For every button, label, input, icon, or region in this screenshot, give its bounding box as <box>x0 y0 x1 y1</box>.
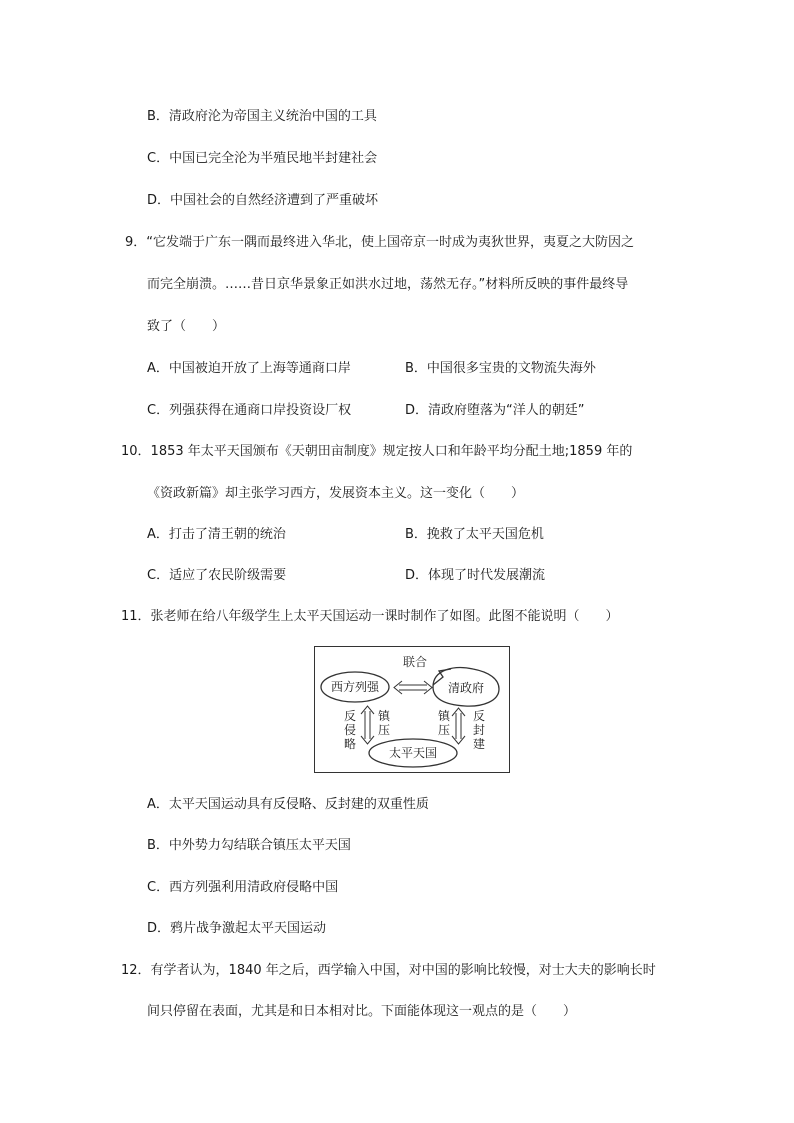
q9-stem-line1: 9．“它发端于广东一隅而最终进入华北，使上国帝京一时成为夷狄世界，夷夏之大防因之 <box>125 235 635 250</box>
q11-option-a: A．太平天国运动具有反侵略、反封建的双重性质 <box>147 797 429 812</box>
q11-option-c: C．西方列强利用清政府侵略中国 <box>147 880 339 895</box>
q10-option-d: D．体现了时代发展潮流 <box>405 568 546 583</box>
q10-stem-line2: 《资政新篇》却主张学习西方，发展资本主义。这一变化（ ） <box>147 486 525 501</box>
q8-option-c: C．中国已完全沦为半殖民地半封建社会 <box>147 151 378 166</box>
q10-option-c: C．适应了农民阶级需要 <box>147 568 287 583</box>
q10-options-row2 <box>147 567 546 585</box>
label-taiping: 太平天国 <box>389 746 438 760</box>
unite-double-arrow <box>394 681 432 694</box>
q9-stem-line3: 致了（ ） <box>147 319 226 334</box>
label-suppress-right: 镇压 <box>437 709 450 737</box>
relationship-diagram <box>314 646 510 773</box>
q9-options-row1 <box>147 360 596 378</box>
q9-option-c: C．列强获得在通商口岸投资设厂权 <box>147 403 352 418</box>
q9-option-b: B．中国很多宝贵的文物流失海外 <box>405 361 596 376</box>
q10-option-a: A．打击了清王朝的统治 <box>147 527 286 542</box>
q8-option-d: D．中国社会的自然经济遭到了严重破坏 <box>147 193 379 208</box>
label-suppress-left: 镇压 <box>377 709 390 737</box>
label-anti-feudal: 反封建 <box>472 709 485 751</box>
q11-stem: 11．张老师在给八年级学生上太平天国运动一课时制作了如图。此图不能说明（ ） <box>121 609 619 624</box>
q10-stem-line1: 10．1853 年太平天国颁布《天朝田亩制度》规定按人口和年龄平均分配土地;1859 年的 <box>121 444 633 459</box>
q10-options-row1 <box>147 526 544 544</box>
q8-option-b: B．清政府沦为帝国主义统治中国的工具 <box>147 109 377 124</box>
label-qing-government: 清政府 <box>448 681 485 695</box>
left-double-arrow <box>361 706 374 744</box>
q10-option-b: B．挽救了太平天国危机 <box>405 527 544 542</box>
label-west-powers: 西方列强 <box>331 680 380 694</box>
q9-option-a: A．中国被迫开放了上海等通商口岸 <box>147 361 351 376</box>
right-double-arrow <box>452 708 465 744</box>
q11-option-d: D．鸦片战争激起太平天国运动 <box>147 921 327 936</box>
q9-stem-line2: 而完全崩溃。……昔日京华景象正如洪水过地，荡然无存。”材料所反映的事件最终导 <box>147 277 629 292</box>
q12-stem-line1: 12．有学者认为，1840 年之后，西学输入中国，对中国的影响比较慢，对士大夫的影响长时 <box>121 963 656 978</box>
q12-stem-line2: 间只停留在表面，尤其是和日本相对比。下面能体现这一观点的是（ ） <box>147 1004 577 1019</box>
q9-option-d: D．清政府堕落为“洋人的朝廷” <box>405 403 585 418</box>
label-unite: 联合 <box>403 655 428 669</box>
q9-options-row2 <box>147 402 585 420</box>
label-anti-aggression: 反侵略 <box>343 709 356 751</box>
q11-option-b: B．中外势力勾结联合镇压太平天国 <box>147 838 351 853</box>
